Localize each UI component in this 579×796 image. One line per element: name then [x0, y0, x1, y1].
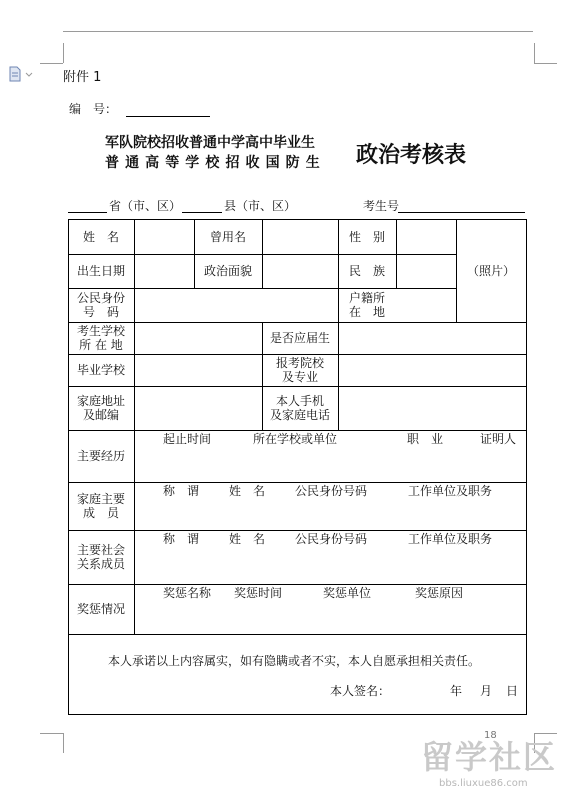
hukou-label — [338, 288, 396, 322]
family-members-label-line1: 家庭主要 — [76, 492, 125, 506]
watermark — [413, 736, 579, 796]
social-col-id: 公民身份号码 — [295, 532, 368, 546]
applied-school-label-line1: 报考院校 — [275, 356, 324, 370]
sign-month-label: 月 — [480, 684, 493, 698]
watermark-url: bbs.liuxue86.com — [439, 778, 528, 789]
home-address-label-line1: 家庭地址 — [76, 394, 125, 408]
family-members-label — [68, 482, 134, 530]
reward-col-time: 奖惩时间 — [234, 586, 283, 600]
exam-number-field[interactable] — [398, 212, 525, 213]
experience-label: 主要经历 — [76, 449, 125, 463]
ethnicity-input[interactable] — [397, 255, 456, 288]
gender-input[interactable] — [397, 220, 456, 254]
family-col-relation: 称 谓 — [163, 484, 200, 498]
sign-day-label: 日 — [506, 684, 519, 698]
pledge-text: 本人承诺以上内容属实，如有隐瞒或者不实，本人自愿承担相关责任。 — [108, 654, 481, 668]
fresh-graduate-input[interactable] — [339, 323, 526, 354]
used-name-input[interactable] — [263, 220, 338, 254]
page-number: 18 — [484, 730, 497, 741]
top-right-crop-mark — [534, 43, 535, 63]
social-col-work: 工作单位及职务 — [408, 532, 493, 546]
reward-col-unit: 奖惩单位 — [323, 586, 372, 600]
table-border-right — [526, 219, 527, 714]
family-col-work: 工作单位及职务 — [408, 484, 493, 498]
reward-col-name: 奖惩名称 — [163, 586, 212, 600]
birth-date-label: 出生日期 — [76, 264, 125, 278]
annex-label: 附件 1 — [63, 70, 102, 85]
birth-date-input[interactable] — [135, 255, 194, 288]
title-line-2: 普 通 高 等 学 校 招 收 国 防 生 — [105, 155, 321, 171]
home-address-input[interactable] — [135, 387, 262, 430]
phone-input[interactable] — [339, 387, 526, 430]
experience-col-unit: 所在学校或单位 — [253, 432, 338, 446]
home-address-label-line2: 及邮编 — [82, 408, 119, 422]
id-number-input[interactable] — [135, 289, 338, 322]
school-location-label-line2: 所 在 地 — [79, 338, 123, 352]
province-field[interactable] — [68, 212, 107, 213]
top-right-crop-mark-h — [534, 63, 557, 64]
county-field[interactable] — [182, 212, 222, 213]
name-input[interactable] — [135, 220, 194, 254]
document-icon[interactable] — [9, 66, 35, 82]
reward-col-reason: 奖惩原因 — [415, 586, 464, 600]
phone-label — [262, 386, 338, 430]
bottom-left-crop-mark-h — [40, 733, 63, 734]
phone-label-line2: 及家庭电话 — [269, 408, 330, 422]
bottom-left-crop-mark — [63, 733, 64, 753]
top-left-crop-mark — [63, 43, 64, 63]
social-col-name: 姓 名 — [229, 532, 266, 546]
hukou-label-line2: 在 地 — [348, 305, 385, 319]
hukou-label-line1: 户籍所 — [348, 291, 385, 305]
photo-box[interactable]: （照片） — [466, 263, 515, 278]
number-field[interactable] — [126, 116, 210, 117]
name-label: 姓 名 — [82, 229, 119, 244]
row-line — [68, 634, 527, 635]
exam-number-label: 考生号 — [363, 199, 400, 213]
social-relations-label-line2: 关系成员 — [76, 557, 125, 571]
number-label: 编 号： — [69, 102, 118, 116]
hukou-input[interactable] — [397, 289, 456, 322]
county-label: 县（市、区） — [224, 199, 297, 213]
applied-school-label-line2: 及专业 — [281, 370, 318, 384]
signature-label: 本人签名： — [330, 684, 391, 698]
family-col-id: 公民身份号码 — [295, 484, 368, 498]
ethnicity-label: 民 族 — [348, 264, 385, 278]
school-location-input[interactable] — [135, 323, 262, 354]
sign-year-label: 年 — [450, 684, 463, 698]
social-relations-label — [68, 530, 134, 584]
table-border-bottom — [68, 714, 527, 715]
home-address-label — [68, 386, 134, 430]
watermark-logo-text: 留学社区 — [421, 738, 558, 776]
graduation-school-label: 毕业学校 — [76, 363, 125, 377]
province-label: 省（市、区） — [109, 199, 182, 213]
bottom-right-crop-mark-h — [534, 733, 557, 734]
family-col-name: 姓 名 — [229, 484, 266, 498]
fresh-graduate-label: 是否应届生 — [269, 331, 330, 345]
family-members-label-line2: 成 员 — [82, 506, 119, 520]
graduation-school-input[interactable] — [135, 355, 262, 386]
id-number-label-line2: 号 码 — [82, 305, 119, 319]
applied-school-label — [262, 354, 338, 386]
title-line-1: 军队院校招收普通中学高中毕业生 — [105, 135, 315, 151]
school-location-label-line1: 考生学校 — [76, 324, 125, 338]
gender-label: 性 别 — [348, 229, 385, 244]
signature-field[interactable] — [390, 682, 446, 700]
experience-col-period: 起止时间 — [163, 432, 212, 446]
top-left-crop-mark-h — [40, 63, 63, 64]
phone-label-line1: 本人手机 — [275, 394, 324, 408]
political-status-input[interactable] — [263, 255, 338, 288]
top-margin-line — [63, 31, 533, 32]
experience-col-occupation: 职 业 — [407, 432, 444, 446]
experience-col-witness: 证明人 — [480, 432, 517, 446]
applied-school-input[interactable] — [339, 355, 526, 386]
rewards-label: 奖惩情况 — [76, 602, 125, 616]
school-location-label — [68, 322, 134, 354]
political-status-label: 政治面貌 — [203, 264, 252, 278]
id-number-label — [68, 288, 134, 322]
social-col-relation: 称 谓 — [163, 532, 200, 546]
id-number-label-line1: 公民身份 — [76, 291, 125, 305]
used-name-label: 曾用名 — [209, 229, 246, 244]
social-relations-label-line1: 主要社会 — [76, 543, 125, 557]
title-main: 政治考核表 — [356, 143, 467, 168]
